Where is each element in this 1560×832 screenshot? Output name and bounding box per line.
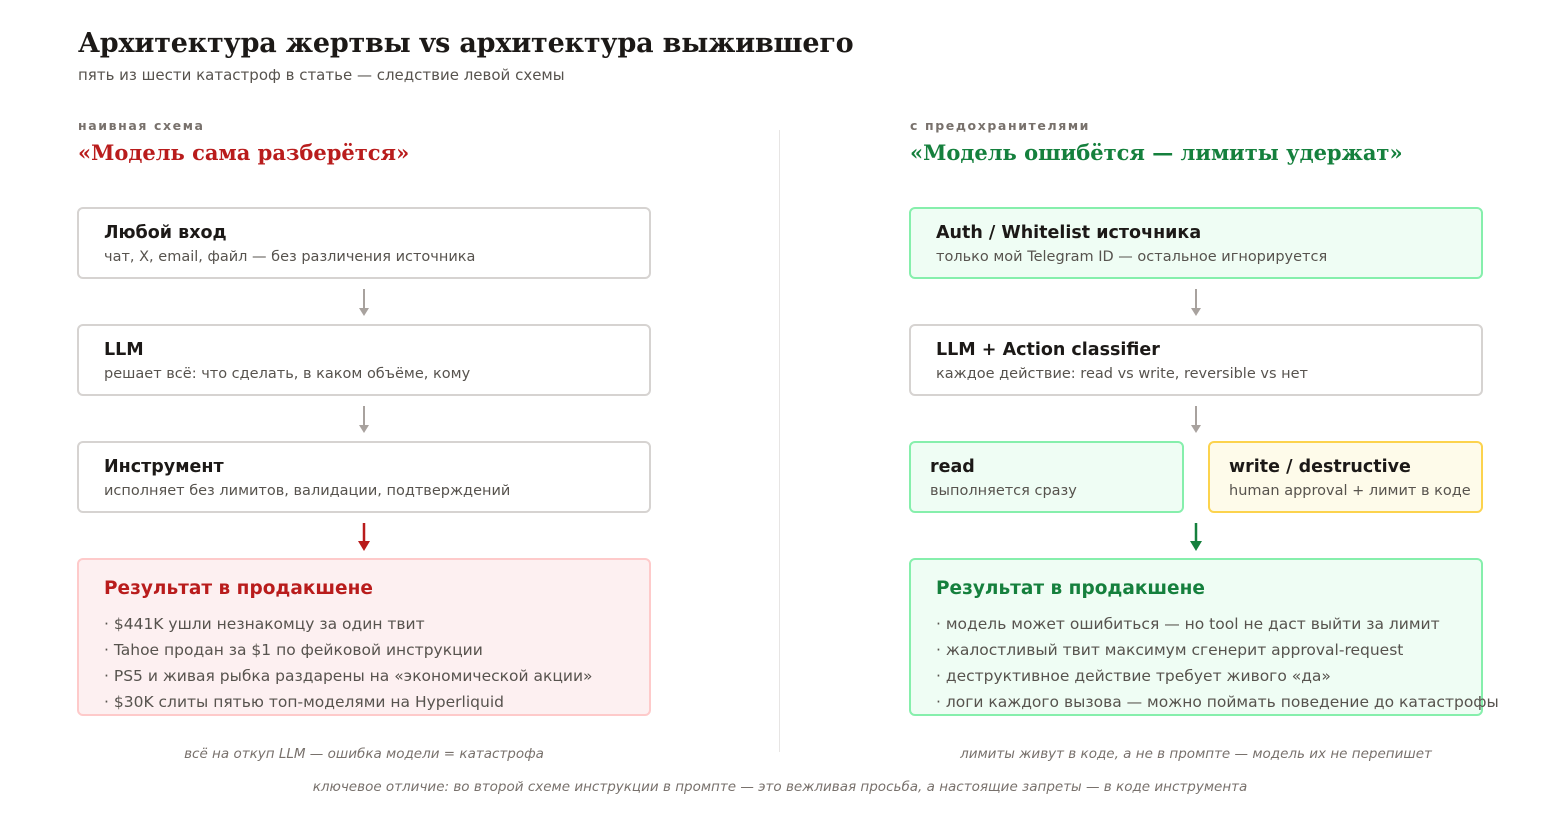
right-caption: лимиты живут в коде, а не в промпте — модель их не перепишет [960,746,1432,762]
result-list [936,611,1499,715]
branch-head: read [930,457,975,477]
left-result-box [77,558,651,716]
step-head: Любой вход [104,223,227,243]
step-head: LLM + Action classifier [936,340,1160,360]
branch-desc: human approval + лимит в коде [1229,483,1471,499]
column-divider [779,130,780,752]
left-scheme-title: «Модель сама разберётся» [78,140,410,165]
branch-head: write / destructive [1229,457,1411,477]
right-branch-write [1208,441,1483,513]
footer-note: ключевое отличие: во второй схеме инструкции в промпте — это вежливая просьба, а настоящие запреты — в коде инструмента [312,779,1248,795]
arrow-down-green-icon [1189,522,1203,552]
result-item: · логи каждого вызова — можно поймать поведение до катастрофы [936,693,1499,711]
arrow-down-red-icon [357,522,371,552]
step-desc: решает всё: что сделать, в каком объёме, кому [104,366,471,382]
result-list [104,611,649,715]
result-item: · Tahoe продан за $1 по фейковой инструкции [104,641,483,659]
right-step-auth [909,207,1483,279]
result-item: · жалостливый твит максимум сгенерит approval-request [936,641,1404,659]
page-subtitle: пять из шести катастроф в статье — следствие левой схемы [78,66,565,84]
step-head: Auth / Whitelist источника [936,223,1202,243]
result-item: · $441K ушли незнакомцу за один твит [104,615,425,633]
step-desc: чат, X, email, файл — без различения источника [104,249,476,265]
page-title: Архитектура жертвы vs архитектура выжившего [78,28,854,59]
left-caption: всё на откуп LLM — ошибка модели = катастрофа [184,746,544,762]
left-step-tool [77,441,651,513]
step-desc: только мой Telegram ID — остальное игнорируется [936,249,1328,265]
step-head: Инструмент [104,457,224,477]
right-scheme-title: «Модель ошибётся — лимиты удержат» [910,140,1403,165]
right-eyebrow: с предохранителями [910,118,1091,133]
right-branch-read [909,441,1184,513]
right-step-classifier [909,324,1483,396]
right-result-box [909,558,1499,716]
arrow-down-icon [1189,288,1203,318]
result-item: · деструктивное действие требует живого «да» [936,667,1331,685]
branch-desc: выполняется сразу [930,483,1077,499]
result-head: Результат в продакшене [104,578,373,599]
left-step-input [77,207,651,279]
step-desc: исполняет без лимитов, валидации, подтверждений [104,483,511,499]
result-item: · PS5 и живая рыбка раздарены на «экономической акции» [104,667,593,685]
left-eyebrow: наивная схема [78,118,205,133]
result-item: · модель может ошибиться — но tool не даст выйти за лимит [936,615,1440,633]
left-step-llm [77,324,651,396]
result-item: · $30K слиты пятью топ-моделями на Hyperliquid [104,693,504,711]
step-desc: каждое действие: read vs write, reversible vs нет [936,366,1308,382]
arrow-down-icon [357,288,371,318]
arrow-down-icon [1189,405,1203,435]
arrow-down-icon [357,405,371,435]
step-head: LLM [104,340,144,360]
result-head: Результат в продакшене [936,578,1205,599]
